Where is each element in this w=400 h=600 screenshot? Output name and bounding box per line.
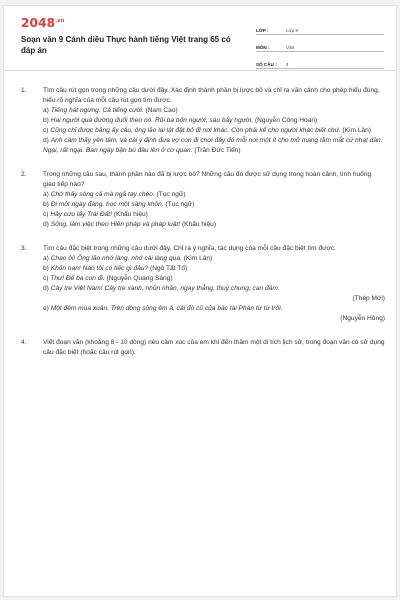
question-number: 4.	[21, 339, 27, 346]
question-text: Tìm câu rút gọn trong những câu dưới đây. Xác định thành phần bị lược bỏ và chỉ ra văn cảnh cho phép hiểu đúng, hiểu rõ nghĩa của mỗi câu rút gọn tìm được.	[43, 87, 380, 104]
option-item: c) Hãy cứu lấy Trái Đất! (Khẩu hiệu)	[43, 211, 148, 218]
question-number: 3.	[21, 245, 27, 252]
question-text: Tìm câu đặc biệt trong những câu dưới đây. Chỉ ra ý nghĩa, tác dụng của mỗi câu đặc biệt tìm được.	[43, 245, 336, 252]
meta-row-class	[256, 21, 384, 35]
option-list	[21, 190, 385, 230]
meta-label: MÔN :	[256, 45, 270, 50]
meta-label: LỚP :	[256, 28, 269, 33]
option-list	[21, 106, 385, 156]
meta-value: Lớp 9	[286, 28, 298, 33]
question-text: Viết đoạn văn (khoảng 8 - 10 dòng) nêu cảm xúc của em khi đến thăm một di tích lịch sử, trong đoạn văn có sử dụng câu đặc biệt (hoặc câu rút gọn).	[43, 339, 385, 356]
question-4	[21, 338, 385, 358]
meta-label: SỐ CÂU :	[256, 62, 277, 67]
document-page	[3, 5, 397, 597]
option-list	[21, 254, 385, 324]
option-item: c) Thư! Để ba con đi. (Nguyễn Quang Sáng)	[43, 275, 173, 282]
question-number: 1.	[21, 87, 27, 94]
option-item: a) Tiếng hát ngừng. Cả tiếng cười. (Nam Cao)	[43, 107, 178, 114]
question-text: Trong những câu sau, thành phần nào đã bị lược bỏ? Những câu đó được sử dụng trong hoàn cảnh, tình huống giao tiếp nào?	[43, 171, 372, 188]
question-number: 2.	[21, 171, 27, 178]
meta-value: Văn	[286, 45, 295, 50]
meta-value: 4	[286, 62, 289, 67]
question-2	[21, 170, 385, 230]
option-item: a) Chao ôi! Ông lão nhớ làng, nhớ cái làng quá. (Kim Lân)	[43, 255, 213, 262]
site-logo[interactable]: $2048^{.vn}$	[21, 16, 65, 30]
document-header	[4, 6, 396, 72]
meta-row-subject	[256, 38, 384, 52]
option-item: c) Cũng chỉ được băng ấy câu, ông lão lại lật đật bỏ đi nơi khác. Còn phải kể cho người khác biết chứ. (Kim Lân)	[43, 127, 371, 134]
option-item: a) Chớ thấy sóng cả mà ngã tay chèo. (Tục ngữ)	[43, 191, 186, 198]
question-list	[21, 86, 385, 372]
option-item: d) Anh cầm thấy yên tâm, và cái ý định đưa vợ con đi chơi đây đó mỗi nơi một ít cho mở mang tầm mắt cứ nhạt dần. Ngại, rất ngại. Ban ngày bận bù đầu lên ở cơ quan. (Trần Đức Tiến)	[43, 137, 383, 154]
option-item: b) Khốn nạn! Nào tôi có tiếc gì đâu? (Ngô Tất Tố)	[43, 265, 188, 272]
option-item: b) Hai người qua đường đuổi theo nó. Rồi ba bốn người, sáu bảy người. (Nguyễn Công Hoan)	[43, 117, 318, 124]
document-title: Soạn văn 9 Cánh diều Thực hành tiếng Việt trang 65 có đáp án	[21, 35, 231, 55]
option-item: d) Cây tre Việt Nam! Cây tre xanh, nhũn nhặn, ngay thẳng, thuỷ chung, can đảm.	[43, 285, 280, 292]
option-source: (Nguyễn Hồng)	[340, 315, 385, 322]
meta-row-count	[256, 55, 384, 69]
meta-info	[256, 21, 384, 72]
option-source: (Thép Mới)	[352, 295, 385, 302]
option-item: e) Một đêm mùa xuân. Trên dòng sông êm ả, cái đò cũ của bác tài Phán từ từ trôi.	[43, 305, 283, 312]
question-3	[21, 244, 385, 324]
option-item: d) Sống, làm việc theo Hiến pháp và pháp luật! (Khẩu hiệu)	[43, 221, 217, 228]
option-item: b) Đi một ngày đàng, học một sàng khôn. (Tục ngữ)	[43, 201, 195, 208]
question-1	[21, 86, 385, 156]
header-divider	[4, 70, 396, 71]
